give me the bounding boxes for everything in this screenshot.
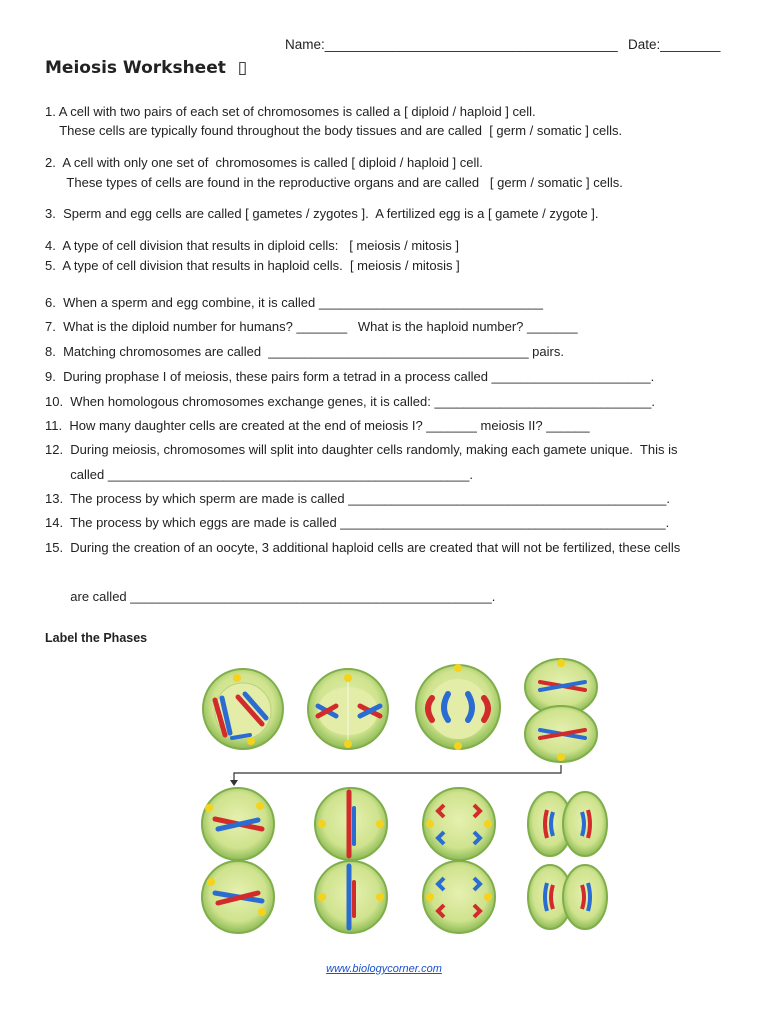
- cell-anaphase-1: [416, 664, 500, 750]
- question-2: 2. A cell with only one set of chromosomes is called [ diploid / haploid ] cell.: [45, 155, 483, 170]
- question-14: 14. The process by which eggs are made is called _____________________________________________.: [45, 515, 670, 530]
- date-field-label[interactable]: Date:________: [628, 37, 721, 52]
- question-15-cont: are called __________________________________________________.: [45, 589, 496, 604]
- question-7: 7. What is the diploid number for humans? _______ What is the haploid number? _______: [45, 319, 578, 334]
- question-3: 3. Sperm and egg cells are called [ gametes / zygotes ]. A fertilized egg is a [ gamete / zygote ].: [45, 206, 599, 221]
- page-title: Meiosis Worksheet ▯: [45, 58, 248, 78]
- question-1: 1. A cell with two pairs of each set of chromosomes is called a [ diploid / haploid ] cell.: [45, 104, 536, 119]
- question-10: 10. When homologous chromosomes exchange genes, it is called: ______________________________.: [45, 394, 656, 409]
- question-5: 5. A type of cell division that results in haploid cells. [ meiosis / mitosis ]: [45, 258, 460, 273]
- cell-anaphase-2-bottom: [423, 861, 495, 933]
- cell-telophase-1: [525, 659, 597, 762]
- question-6: 6. When a sperm and egg combine, it is called _______________________________: [45, 295, 543, 310]
- question-12-cont: called __________________________________________________.: [45, 467, 473, 482]
- cell-metaphase-2-bottom: [315, 861, 387, 933]
- section-title: Label the Phases: [45, 631, 148, 645]
- footer-link[interactable]: www.biologycorner.com: [326, 963, 442, 975]
- cell-anaphase-2-top: [423, 788, 495, 860]
- cell-telophase-2-bottom: [528, 865, 607, 929]
- question-9: 9. During prophase I of meiosis, these pairs form a tetrad in a process called ______________________.: [45, 369, 655, 384]
- question-8: 8. Matching chromosomes are called ____________________________________ pairs.: [45, 344, 564, 359]
- cell-prophase-2-bottom: [202, 861, 274, 933]
- question-4: 4. A type of cell division that results in diploid cells: [ meiosis / mitosis ]: [45, 238, 460, 253]
- question-2-cont: These types of cells are found in the reproductive organs and are called [ germ / somatic ] cells.: [45, 175, 623, 190]
- connector-arrow: [230, 765, 561, 786]
- question-11: 11. How many daughter cells are created at the end of meiosis I? _______ meiosis II? ______: [45, 418, 590, 433]
- question-15: 15. During the creation of an oocyte, 3 additional haploid cells are created that will not be fertilized, these cells: [45, 540, 681, 555]
- question-1-cont: These cells are typically found throughout the body tissues and are called [ germ / somatic ] cells.: [45, 123, 623, 138]
- name-field-label[interactable]: Name:_______________________________________: [285, 37, 622, 52]
- question-13: 13. The process by which sperm are made is called ____________________________________________.: [45, 491, 670, 506]
- cell-telophase-2-top: [528, 792, 607, 856]
- question-12: 12. During meiosis, chromosomes will split into daughter cells randomly, making each gamete unique. This is: [45, 442, 678, 457]
- cell-metaphase-1: [308, 669, 388, 749]
- cell-prophase-1: [203, 669, 283, 749]
- cell-prophase-2-top: [202, 788, 274, 860]
- cell-metaphase-2-top: [315, 788, 387, 860]
